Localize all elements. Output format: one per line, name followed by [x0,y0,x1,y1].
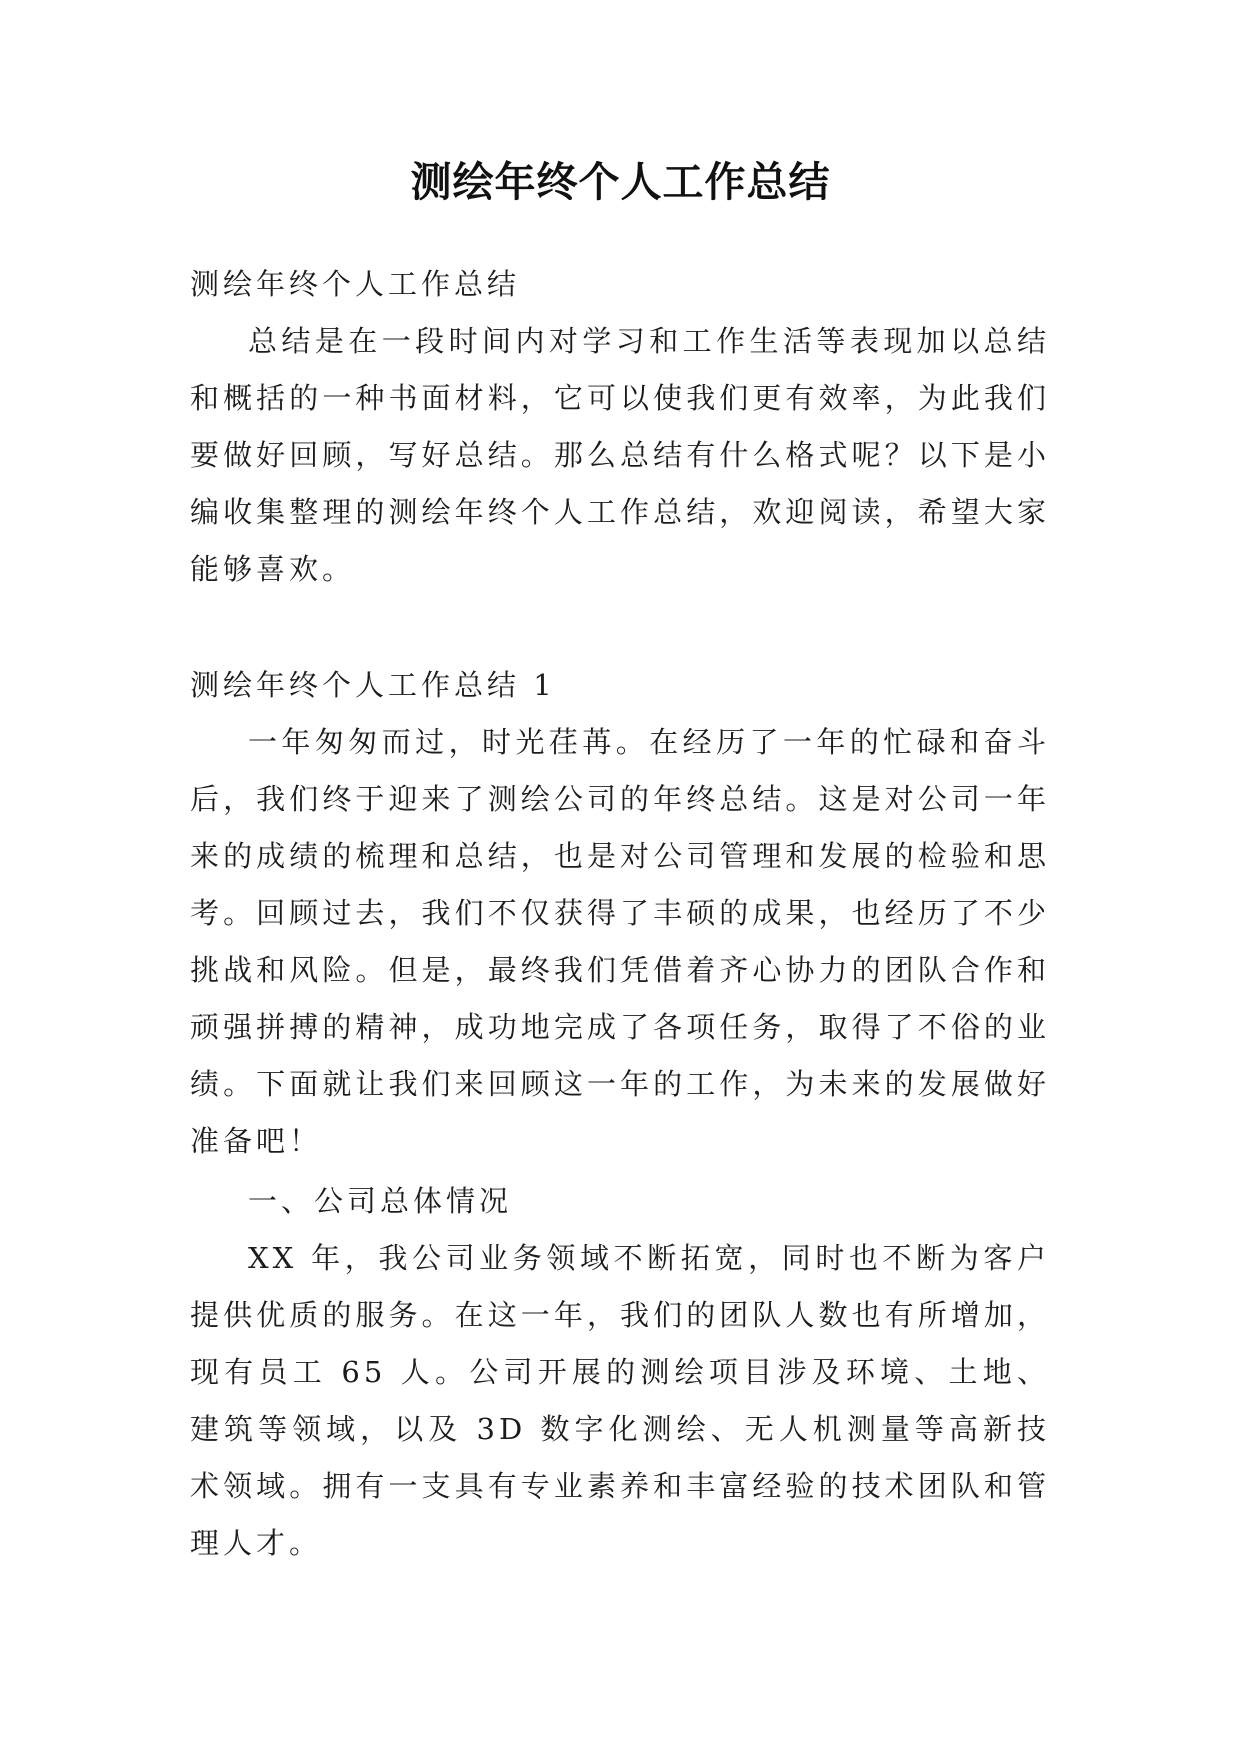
section-1 [190,714,1050,1170]
subsection-heading-wrap [190,1173,1050,1230]
intro-paragraph: 总结是在一段时间内对学习和工作生活等表现加以总结和概括的一种书面材料，它可以使我们更有效率，为此我们要做好回顾，写好总结。那么总结有什么格式呢？以下是小编收集整理的测绘年终个人工作总结，欢迎阅读，希望大家能够喜欢。 [190,324,1050,586]
subsection-paragraph: XX 年，我公司业务领域不断拓宽，同时也不断为客户提供优质的服务。在这一年，我们的团队人数也有所增加，现有员工 65 人。公司开展的测绘项目涉及环境、土地、建筑等领域，以及 3D 数字化测绘、无人机测量等高新技术领域。拥有一支具有专业素养和丰富经验的技术团队和管理人才。 [190,1241,1050,1560]
section-1-paragraph: 一年匆匆而过，时光荏苒。在经历了一年的忙碌和奋斗后，我们终于迎来了测绘公司的年终总结。这是对公司一年来的成绩的梳理和总结，也是对公司管理和发展的检验和思考。回顾过去，我们不仅获得了丰硕的成果，也经历了不少挑战和风险。但是，最终我们凭借着齐心协力的团队合作和顽强拼搏的精神，成功地完成了各项任务，取得了不俗的业绩。下面就让我们来回顾这一年的工作，为未来的发展做好准备吧！ [190,725,1050,1158]
intro-section [190,313,1050,598]
document-title: 测绘年终个人工作总结 [410,158,831,206]
subsection-heading: 一、公司总体情况 [248,1184,513,1218]
subsection-1 [190,1230,1050,1572]
section-heading-1: 测绘年终个人工作总结 1 [190,668,556,702]
document-subtitle: 测绘年终个人工作总结 [190,267,521,301]
